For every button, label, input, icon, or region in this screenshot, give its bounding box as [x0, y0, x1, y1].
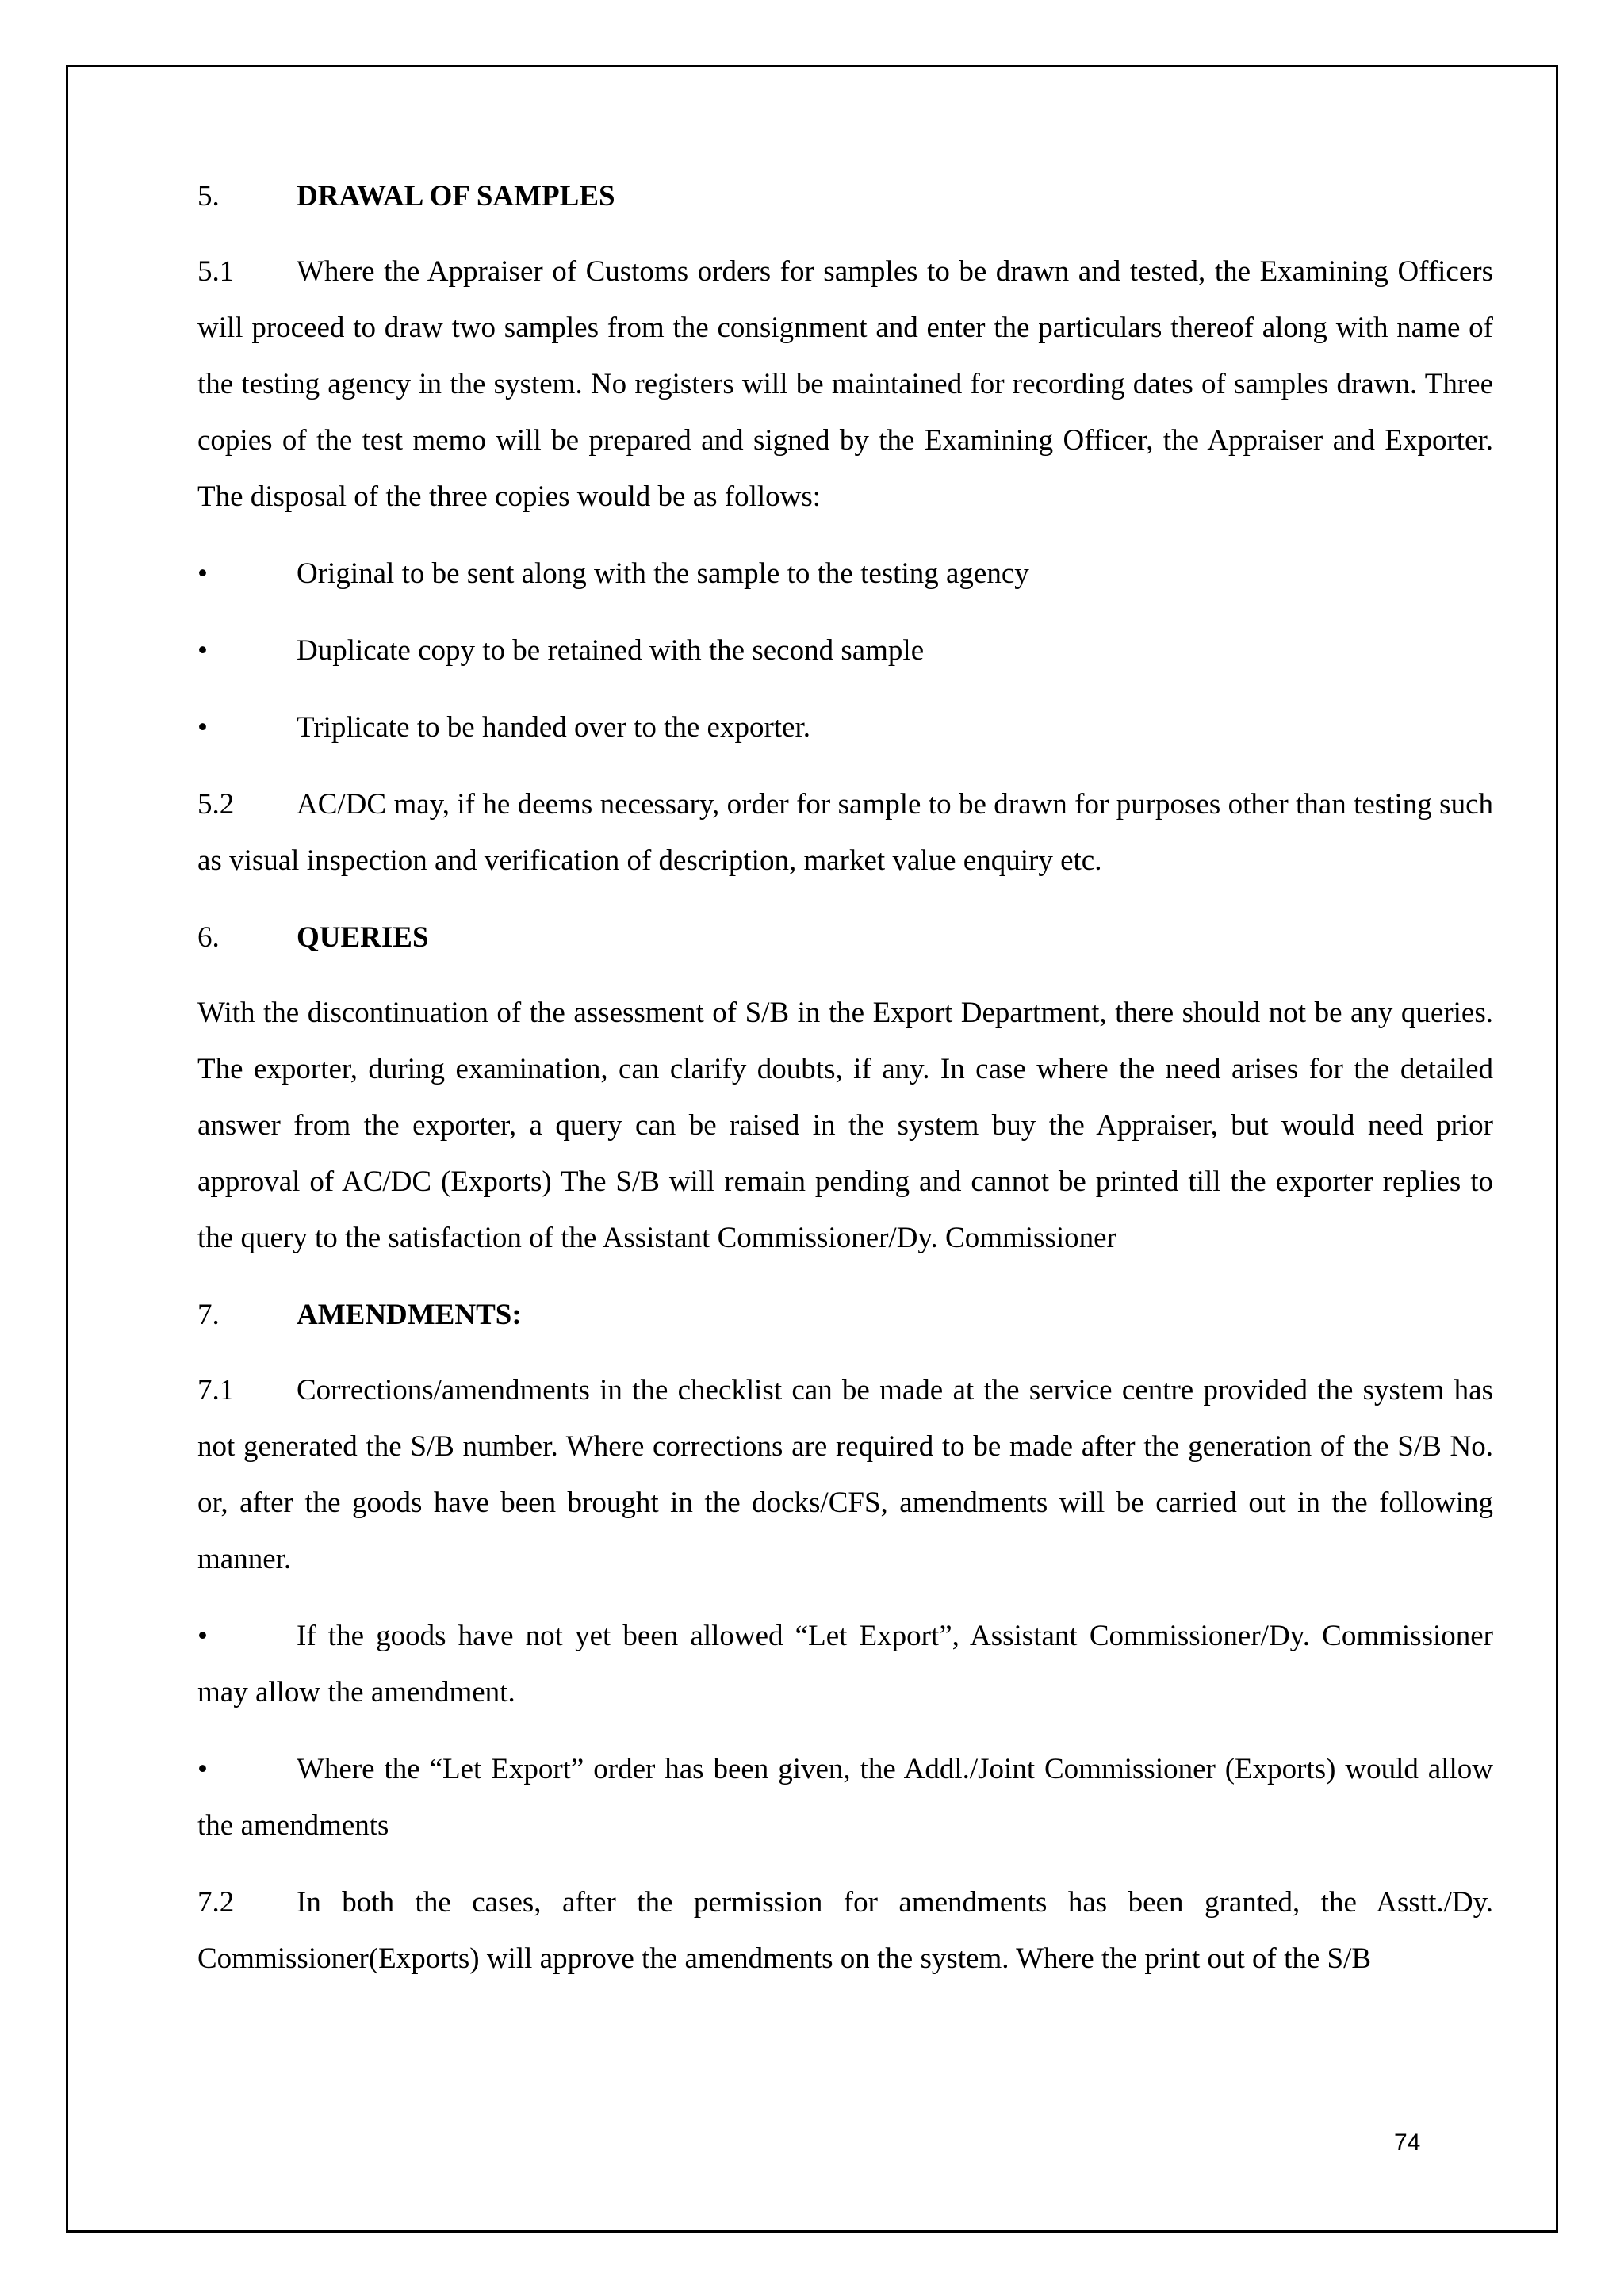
bullet-icon: • — [197, 1753, 208, 1785]
bullet-icon: • — [197, 711, 208, 744]
paragraph-number: 7.2 — [197, 1886, 235, 1919]
paragraph-text: Corrections/amendments in the checklist can be made at the service centre provided the system has not generated the S/B number. Where corrections are required to be made after the generation of the S/B No. or, after the goods have been brought in the docks/CFS, amendments will be carried out in the following manner. — [197, 1374, 1493, 1575]
paragraph-number: 7.1 — [197, 1374, 235, 1406]
bullet-text: Duplicate copy to be retained with the second sample — [297, 634, 925, 667]
bullet-text: Triplicate to be handed over to the exporter. — [297, 711, 811, 744]
section-heading-drawal-of-samples — [197, 168, 1493, 224]
paragraph-text: With the discontinuation of the assessment of S/B in the Export Department, there should not be any queries. The exporter, during examination, can clarify doubts, if any. In case where the need arises for the detailed answer from the exporter, a query can be raised in the system buy the Appraiser, but would need prior approval of AC/DC (Exports) The S/B will remain pending and cannot be printed till the exporter replies to the query to the satisfaction of the Assistant Commissioner/Dy. Commissioner — [197, 997, 1493, 1254]
section-title: AMENDMENTS: — [297, 1299, 522, 1331]
bullet-text: Original to be sent along with the sample to the testing agency — [297, 557, 1029, 590]
paragraph-7-1 — [197, 1362, 1493, 1587]
section-number: 7. — [197, 1299, 220, 1331]
paragraph-text: Where the Appraiser of Customs orders for samples to be drawn and tested, the Examining Officers will proceed to draw two samples from the consignment and enter the particulars thereof along with name of the testing agency in the system. No registers will be maintained for recording dates of samples drawn. Three copies of the test memo will be prepared and signed by the Examining Officer, the Appraiser and Exporter. The disposal of the three copies would be as follows: — [197, 255, 1493, 513]
bullet-icon: • — [197, 1620, 208, 1652]
section-heading-amendments — [197, 1287, 1493, 1343]
section-heading-queries — [197, 909, 1493, 966]
paragraph-7-2 — [197, 1874, 1493, 1987]
section-title: QUERIES — [297, 921, 429, 954]
paragraph-queries — [197, 985, 1493, 1266]
paragraph-5-2 — [197, 776, 1493, 889]
section-number: 6. — [197, 921, 220, 954]
paragraph-text: In both the cases, after the permission for amendments has been granted, the Asstt./Dy. Commissioner(Exports) will approve the amendments on the system. Where the print out of the S/B — [197, 1886, 1493, 1975]
bullet-icon: • — [197, 634, 208, 667]
paragraph-5-1 — [197, 243, 1493, 525]
bullet-item — [197, 1608, 1493, 1720]
paragraph-number: 5.1 — [197, 255, 235, 288]
page-number: 74 — [1394, 2130, 1421, 2156]
bullet-item — [197, 699, 1493, 756]
section-number: 5. — [197, 180, 220, 212]
bullet-item — [197, 545, 1493, 602]
bullet-item — [197, 1741, 1493, 1854]
bullet-text: If the goods have not yet been allowed “Let Export”, Assistant Commissioner/Dy. Commissioner may allow the amendment. — [197, 1620, 1493, 1709]
paragraph-number: 5.2 — [197, 788, 235, 821]
bullet-item — [197, 622, 1493, 679]
paragraph-text: AC/DC may, if he deems necessary, order for sample to be drawn for purposes other than testing such as visual inspection and verification of description, market value enquiry etc. — [197, 788, 1493, 877]
bullet-icon: • — [197, 557, 208, 590]
section-title: DRAWAL OF SAMPLES — [297, 180, 615, 212]
document-body — [197, 168, 1493, 2007]
bullet-text: Where the “Let Export” order has been given, the Addl./Joint Commissioner (Exports) would allow the amendments — [197, 1753, 1493, 1842]
